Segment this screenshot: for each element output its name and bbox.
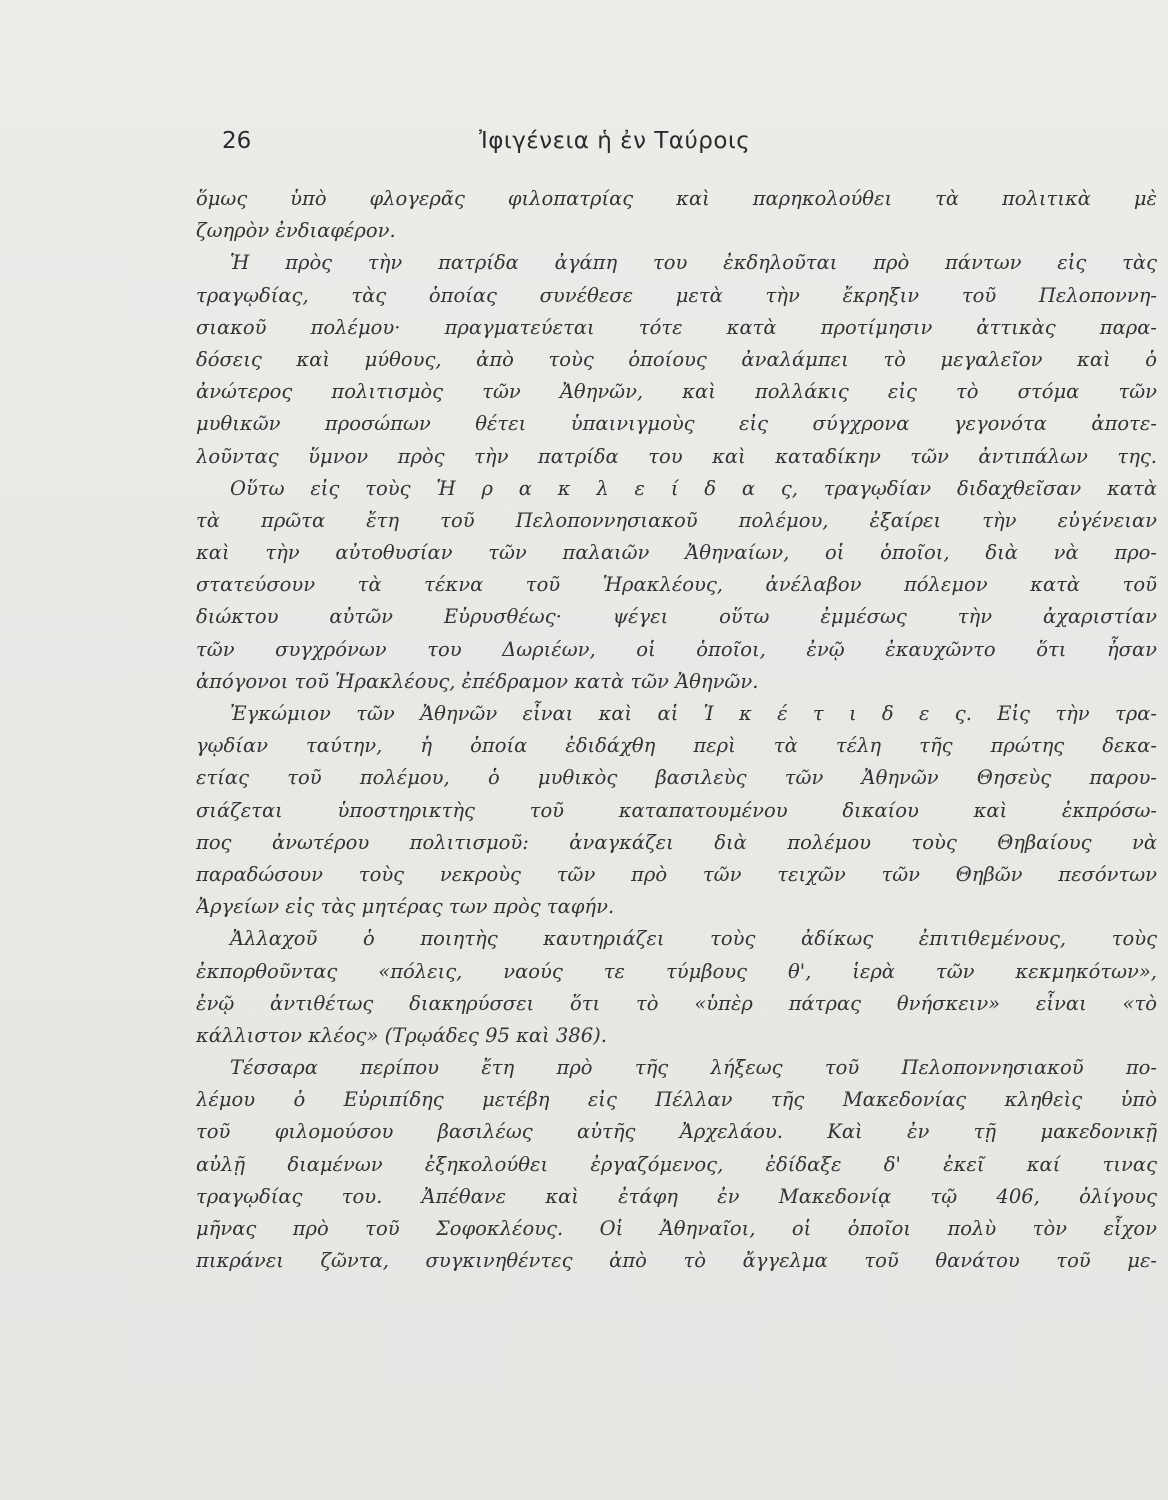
text-line: ὅμως ὑπὸ φλογερᾶς φιλοπατρίας καὶ παρηκολούθει τὰ πολιτικὰ μὲ	[196, 187, 1157, 210]
text-line: σιακοῦ πολέμου· πραγματεύεται τότε κατὰ προτίμησιν ἀττικὰς παρα-	[196, 315, 1157, 339]
text-line: μῆνας πρὸ τοῦ Σοφοκλέους. Οἱ Ἀθηναῖοι, οἱ ὁποῖοι πολὺ τὸν εἶχον	[196, 1217, 1157, 1240]
text-line: πικράνει ζῶντα, συγκινηθέντες ἀπὸ τὸ ἄγγελμα τοῦ θανάτου τοῦ με-	[196, 1249, 1157, 1273]
text-line: τραγῳδίας, τὰς ὁποίας συνέθεσε μετὰ τὴν ἔκρηξιν τοῦ Πελοποννη-	[196, 283, 1157, 307]
body-text	[196, 183, 1157, 1277]
text-line: γῳδίαν ταύτην, ἡ ὁποία ἐδιδάχθη περὶ τὰ τέλη τῆς πρώτης δεκα-	[196, 734, 1157, 758]
text-line: Ἐγκώμιον τῶν Ἀθηνῶν εἶναι καὶ αἱ Ἱ κ έ τ ι δ ε ς. Εἰς τὴν τρα-	[230, 702, 1157, 725]
text-line: κάλλιστον κλέος» (Τρῳάδες 95 καὶ 386).	[196, 1023, 607, 1047]
text-line: ἀνώτερος πολιτισμὸς τῶν Ἀθηνῶν, καὶ πολλάκις εἰς τὸ στόμα τῶν	[196, 380, 1157, 404]
text-line: λοῦντας ὕμνον πρὸς τὴν πατρίδα του καὶ καταδίκην τῶν ἀντιπάλων της.	[196, 444, 1157, 468]
text-line: παραδώσουν τοὺς νεκροὺς τῶν πρὸ τῶν τειχῶν τῶν Θηβῶν πεσόντων	[196, 862, 1157, 886]
text-line: σιάζεται ὑποστηρικτὴς τοῦ καταπατουμένου δικαίου καὶ ἐκπρόσω-	[196, 798, 1157, 822]
text-line: Οὕτω εἰς τοὺς Ἡ ρ α κ λ ε ί δ α ς, τραγῳδίαν διδαχθεῖσαν κατὰ	[230, 476, 1157, 500]
text-line: τῶν συγχρόνων του Δωριέων, οἱ ὁποῖοι, ἐνῷ ἐκαυχῶντο ὅτι ἦσαν	[196, 637, 1157, 661]
text-line: ἀπόγονοι τοῦ Ἡρακλέους, ἐπέδραμον κατὰ τῶν Ἀθηνῶν.	[196, 669, 759, 693]
page-number: 26	[222, 128, 252, 154]
text-line: διώκτου αὐτῶν Εὐρυσθέως· ψέγει οὕτω ἐμμέσως τὴν ἀχαριστίαν	[196, 605, 1157, 629]
text-line: τοῦ φιλομούσου βασιλέως αὐτῆς Ἀρχελάου. Καὶ ἐν τῇ μακεδονικῇ	[196, 1120, 1157, 1144]
text-line: Ἀργείων εἰς τὰς μητέρας των πρὸς ταφήν.	[196, 895, 615, 919]
page-header	[222, 128, 1157, 162]
text-line: ἐκπορθοῦντας «πόλεις, ναούς τε τύμβους θ', ἱερὰ τῶν κεκμηκότων»,	[196, 959, 1157, 983]
text-line: δόσεις καὶ μύθους, ἀπὸ τοὺς ὁποίους ἀναλάμπει τὸ μεγαλεῖον καὶ ὁ	[196, 347, 1157, 371]
text-line: Ἡ πρὸς τὴν πατρίδα ἀγάπη του ἐκδηλοῦται πρὸ πάντων εἰς τὰς	[230, 251, 1157, 275]
running-title: Ἰφιγένεια ἡ ἐν Ταύροις	[479, 128, 751, 154]
text-line: τὰ πρῶτα ἔτη τοῦ Πελοποννησιακοῦ πολέμου, ἐξαίρει τὴν εὐγένειαν	[196, 508, 1157, 532]
text-line: τραγῳδίας του. Ἀπέθανε καὶ ἐτάφη ἐν Μακεδονίᾳ τῷ 406, ὀλίγους	[196, 1184, 1157, 1208]
text-line: Ἀλλαχοῦ ὁ ποιητὴς καυτηριάζει τοὺς ἀδίκως ἐπιτιθεμένους, τοὺς	[230, 927, 1157, 951]
text-line: ετίας τοῦ πολέμου, ὁ μυθικὸς βασιλεὺς τῶν Ἀθηνῶν Θησεὺς παρου-	[196, 766, 1157, 790]
text-line: μυθικῶν προσώπων θέτει ὑπαινιγμοὺς εἰς σύγχρονα γεγονότα ἀποτε-	[196, 412, 1157, 436]
text-line: στατεύσουν τὰ τέκνα τοῦ Ἡρακλέους, ἀνέλαβον πόλεμον κατὰ τοῦ	[196, 573, 1157, 597]
text-line: ζωηρὸν ἐνδιαφέρον.	[196, 219, 396, 243]
text-line: Τέσσαρα περίπου ἔτη πρὸ τῆς λήξεως τοῦ Πελοποννησιακοῦ πο-	[230, 1056, 1157, 1080]
text-line: αὐλῇ διαμένων ἐξηκολούθει ἐργαζόμενος, ἐδίδαξε δ' ἐκεῖ καί τινας	[196, 1152, 1157, 1176]
text-line: λέμου ὁ Εὐριπίδης μετέβη εἰς Πέλλαν τῆς Μακεδονίας κληθεὶς ὑπὸ	[196, 1088, 1157, 1112]
text-line: καὶ τὴν αὐτοθυσίαν τῶν παλαιῶν Ἀθηναίων, οἱ ὁποῖοι, διὰ νὰ προ-	[196, 541, 1157, 565]
text-line: ἐνῷ ἀντιθέτως διακηρύσσει ὅτι τὸ «ὑπὲρ πάτρας θνήσκειν» εἶναι «τὸ	[196, 991, 1157, 1015]
text-line: πος ἀνωτέρου πολιτισμοῦ: ἀναγκάζει διὰ πολέμου τοὺς Θηβαίους νὰ	[196, 830, 1157, 854]
